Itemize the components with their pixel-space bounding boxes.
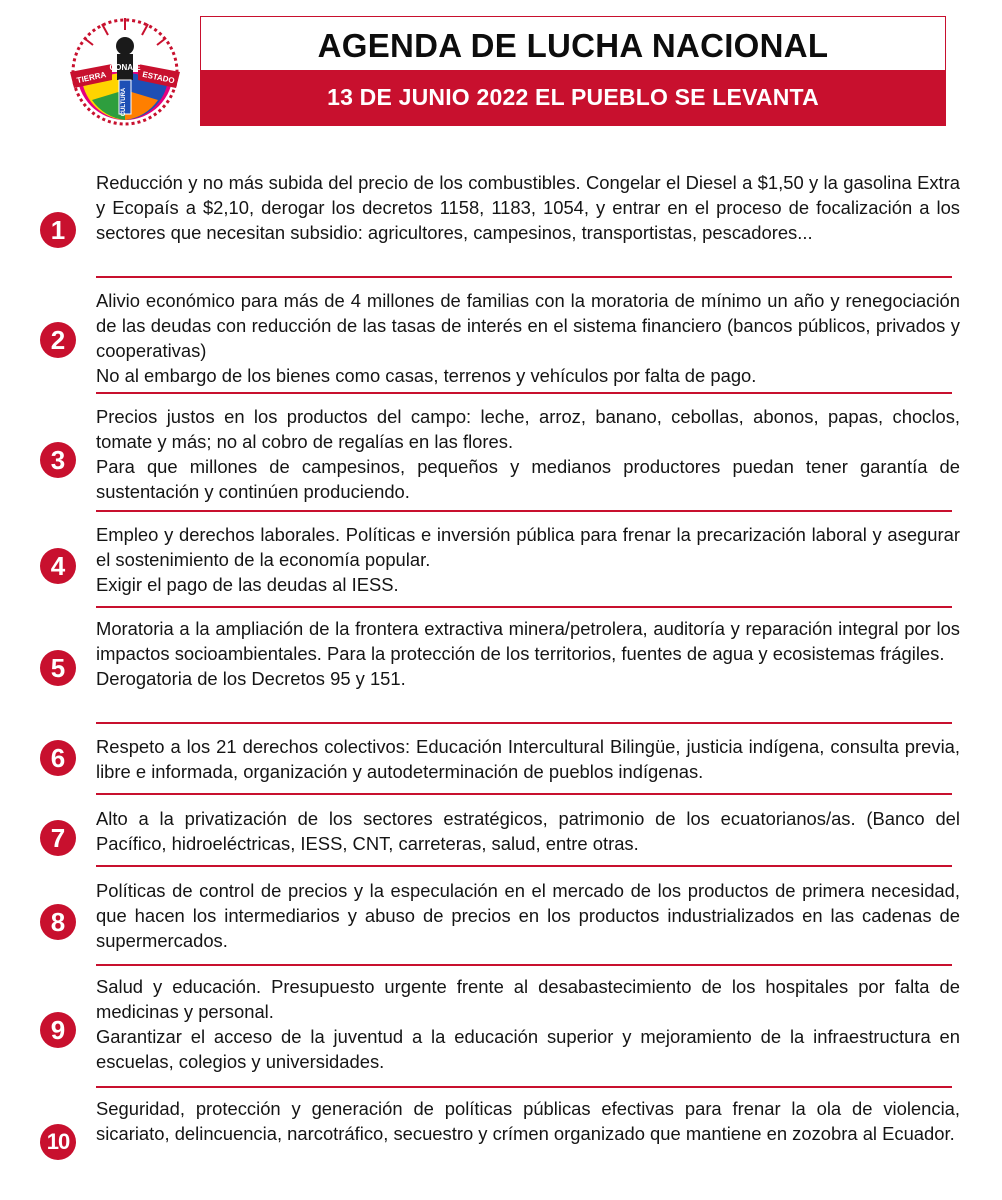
item-paragraph: Alto a la privatización de los sectores estratégicos, patrimonio de los ecuatorianos/as. (Banco del Pacífico, hidroeléctricas, IESS, CNT, carreteras, salud, entre otras.	[96, 808, 960, 854]
item-text	[96, 170, 960, 245]
item-text	[96, 974, 960, 1074]
conaie-logo	[62, 10, 188, 128]
item-divider	[96, 793, 952, 795]
item-text	[96, 1096, 960, 1146]
item-number-badge: 1	[40, 212, 76, 248]
item-divider	[96, 722, 952, 724]
item-text	[96, 288, 960, 388]
item-paragraph: Reducción y no más subida del precio de los combustibles. Congelar el Diesel a $1,50 y la gasolina Extra y Ecopaís a $2,10, derogar los decretos 1158, 1183, 1054, y entrar en el proceso de focalización a los sectores que necesitan subsidio: agricultores, campesinos, transportistas, pescadores...	[96, 172, 960, 243]
item-paragraph: Garantizar el acceso de la juventud a la educación superior y mejoramiento de la infraestructura en escuelas, colegios y universidades.	[96, 1026, 960, 1072]
item-divider	[96, 606, 952, 608]
item-number-badge: 10	[40, 1124, 76, 1160]
logo-text-top: CONAIE	[109, 63, 141, 72]
item-divider	[96, 964, 952, 966]
item-divider	[96, 276, 952, 278]
item-paragraph: Empleo y derechos laborales. Políticas e inversión pública para frenar la precarización laboral y asegurar el sostenimiento de la economía popular.	[96, 524, 960, 570]
item-text	[96, 878, 960, 953]
item-paragraph: Para que millones de campesinos, pequeños y medianos productores puedan tener garantía de sustentación y continúen produciendo.	[96, 456, 960, 502]
item-text	[96, 404, 960, 504]
item-text	[96, 522, 960, 597]
item-number-badge: 9	[40, 1012, 76, 1048]
item-number-badge: 7	[40, 820, 76, 856]
item-paragraph: Precios justos en los productos del campo: leche, arroz, banano, cebollas, abonos, papas, choclos, tomate y más; no al cobro de regalías en las flores.	[96, 406, 960, 452]
item-number-badge: 6	[40, 740, 76, 776]
item-number-badge: 5	[40, 650, 76, 686]
item-divider	[96, 392, 952, 394]
item-paragraph: Salud y educación. Presupuesto urgente frente al desabastecimiento de los hospitales por falta de medicinas y personal.	[96, 976, 960, 1022]
item-divider	[96, 1086, 952, 1088]
item-paragraph: Derogatoria de los Decretos 95 y 151.	[96, 668, 406, 689]
item-paragraph: Moratoria a la ampliación de la frontera extractiva minera/petrolera, auditoría y reparación integral por los impactos socioambientales. Para la protección de los territorios, fuentes de agua y ecosistemas frágiles.	[96, 618, 960, 664]
item-text	[96, 806, 960, 856]
item-number-badge: 4	[40, 548, 76, 584]
item-paragraph: Exigir el pago de las deudas al IESS.	[96, 574, 399, 595]
item-paragraph: Alivio económico para más de 4 millones de familias con la moratoria de mínimo un año y renegociación de las deudas con reducción de las tasas de interés en el sistema financiero (bancos públicos, privados y cooperativas)	[96, 290, 960, 361]
item-number-badge: 3	[40, 442, 76, 478]
item-text	[96, 616, 960, 691]
logo-text-right: ESTADO	[141, 69, 176, 86]
confederation-emblem-icon	[62, 10, 188, 128]
item-number-badge: 2	[40, 322, 76, 358]
item-paragraph: Seguridad, protección y generación de políticas públicas efectivas para frenar la ola de violencia, sicariato, delincuencia, narcotráfico, secuestro y crímen organizado que mantiene en zozobra al Ecuador.	[96, 1098, 960, 1144]
logo-text-left: TIERRA	[75, 70, 107, 86]
page-title: AGENDA DE LUCHA NACIONAL	[317, 27, 829, 64]
page-subtitle: 13 DE JUNIO 2022 EL PUEBLO SE LEVANTA	[201, 70, 945, 125]
item-paragraph: Políticas de control de precios y la especulación en el mercado de los productos de primera necesidad, que hacen los intermediarios y abuso de precios en los productos industrializados en las cadenas de supermercados.	[96, 880, 960, 951]
item-divider	[96, 865, 952, 867]
header-box	[200, 16, 946, 126]
item-paragraph: No al embargo de los bienes como casas, terrenos y vehículos por falta de pago.	[96, 365, 757, 386]
logo-text-center: CULTURA	[121, 87, 127, 117]
item-divider	[96, 510, 952, 512]
item-number-badge: 8	[40, 904, 76, 940]
item-text	[96, 734, 960, 784]
item-paragraph: Respeto a los 21 derechos colectivos: Educación Intercultural Bilingüe, justicia indígena, consulta previa, libre e informada, organización y autodeterminación de pueblos indígenas.	[96, 736, 960, 782]
